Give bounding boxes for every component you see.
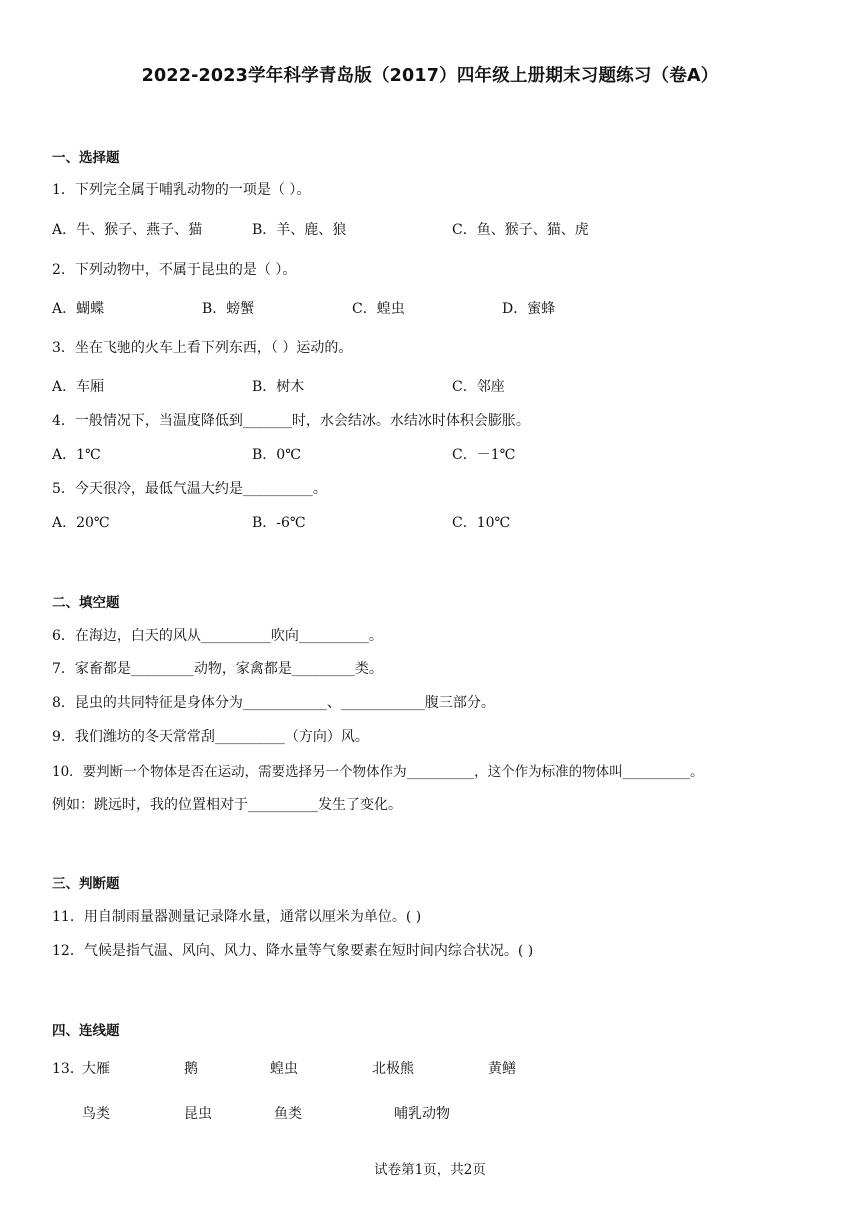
question-5-option-c: C．10℃ [452,515,511,531]
page-title: 2022-2023学年科学青岛版（2017）四年级上册期末习题练习（卷A） [141,66,719,86]
question-3-option-a: A．车厢 [52,379,105,395]
section-heading-choice: 一、选择题 [52,150,120,166]
match-top-item: 大雁 [82,1061,110,1077]
question-2-option-a: A．蝴蝶 [52,301,105,317]
question-10-line-1: 10．要判断一个物体是否在运动，需要选择另一个物体作为__________，这个作为标准的物体叫__________。 [52,764,704,780]
question-1-option-c: C．鱼、猴子、猫、虎 [452,222,589,238]
match-top-item: 蝗虫 [270,1061,298,1077]
question-2: 2．下列动物中，不属于昆虫的是（ ）。 [52,262,297,278]
question-1-option-a: A．牛、猴子、燕子、猫 [52,222,203,238]
question-5-option-a: A．20℃ [52,515,110,531]
match-bottom-item: 哺乳动物 [394,1106,450,1122]
match-top-item: 鹅 [184,1061,198,1077]
section-heading-fill: 二、填空题 [52,595,120,611]
question-6: 6．在海边，白天的风从__________吹向__________。 [52,628,383,644]
question-3-option-b: B．树木 [252,379,305,395]
question-2-option-b: B．螃蟹 [202,301,255,317]
question-10-line-2: 例如：跳远时，我的位置相对于__________发生了变化。 [52,797,402,813]
question-12: 12．气候是指气温、风向、风力、降水量等气象要素在短时间内综合状况。( ) [52,943,534,959]
match-top-item: 北极熊 [372,1061,414,1077]
question-2-option-c: C．蝗虫 [352,301,405,317]
section-heading-match: 四、连线题 [52,1023,120,1039]
question-8: 8．昆虫的共同特征是身体分为____________、____________腹三部分。 [52,695,495,711]
match-bottom-item: 鸟类 [82,1106,110,1122]
question-7: 7．家畜都是_________动物，家禽都是_________类。 [52,661,383,677]
question-4: 4．一般情况下，当温度降低到_______时，水会结冰。水结冰时体积会膨胀。 [52,413,530,429]
page-footer: 试卷第1页，共2页 [374,1162,486,1178]
question-13-label: 13． [52,1061,84,1077]
match-bottom-item: 昆虫 [184,1106,212,1122]
question-3: 3．坐在飞驰的火车上看下列东西，（ ）运动的。 [52,340,353,356]
match-top-item: 黄鳝 [488,1061,516,1077]
question-1: 1．下列完全属于哺乳动物的一项是（ ）。 [52,182,311,198]
section-heading-judge: 三、判断题 [52,876,120,892]
question-11: 11．用自制雨量器测量记录降水量，通常以厘米为单位。( ) [52,909,422,925]
question-4-option-a: A．1℃ [52,447,101,463]
question-5-option-b: B．-6℃ [252,515,306,531]
question-9: 9．我们潍坊的冬天常常刮__________（方向）风。 [52,729,369,745]
question-5: 5．今天很冷，最低气温大约是__________。 [52,481,327,497]
question-4-option-b: B．0℃ [252,447,301,463]
question-1-option-b: B．羊、鹿、狼 [252,222,347,238]
match-bottom-item: 鱼类 [274,1106,302,1122]
question-2-option-d: D．蜜蜂 [502,301,556,317]
question-4-option-c: C．－1℃ [452,447,516,463]
question-3-option-c: C．邻座 [452,379,505,395]
